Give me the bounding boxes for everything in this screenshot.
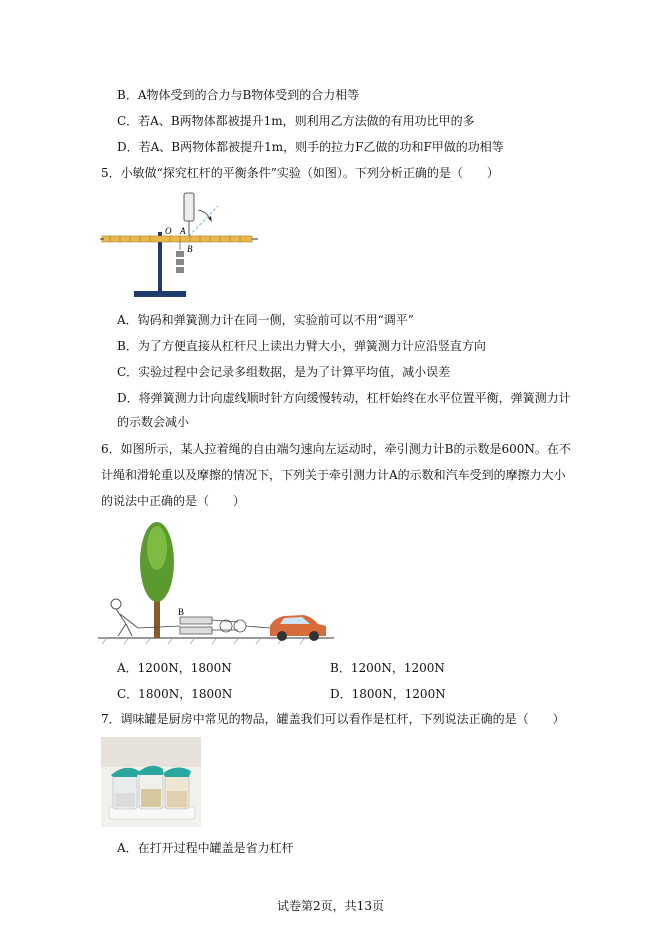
label-b: B: [178, 607, 185, 617]
q6-option-b: B．1200N，1200N: [330, 661, 445, 675]
q6-option-d: D．1800N，1200N: [330, 687, 446, 701]
rotation-arrow: [198, 210, 210, 220]
question-5: 5．小敏做“探究杠杆的平衡条件”实验（如图）。下列分析正确的是（ ）: [101, 166, 499, 180]
seasoning-jar-photo: [101, 737, 201, 827]
q6-option-c: C．1800N，1800N: [117, 687, 233, 701]
person-figure: [111, 599, 138, 636]
question-6-line2: 计绳和滑轮重以及摩擦的情况下，下列关于牵引测力计A的示数和汽车受到的摩擦力大小: [101, 468, 566, 482]
spring-scale-b: [180, 617, 212, 624]
option-d-line: D．若A、B两物体都被提升1m，则手的拉力F乙做的功和F甲做的功相等: [117, 140, 504, 154]
question-7: 7．调味罐是厨房中常见的物品，罐盖我们可以看作是杠杆，下列说法正确的是（ ）: [101, 712, 565, 726]
q7-option-a: A．在打开过程中罐盖是省力杠杆: [117, 841, 294, 855]
q5-option-a: A．钩码和弹簧测力计在同一侧，实验前可以不用“调平”: [117, 313, 414, 327]
pulley-2: [234, 620, 246, 632]
spring-scale: [184, 193, 194, 221]
car-wheel: [277, 631, 287, 641]
spring-scale-a: [180, 627, 212, 634]
lever-bar: [102, 236, 252, 242]
hook-weight: [176, 251, 184, 257]
label-b: B: [187, 244, 193, 254]
label-o: O: [165, 226, 172, 236]
car-pulling-figure: [98, 518, 338, 648]
hook-weight: [176, 259, 184, 265]
label-a: A: [180, 226, 186, 236]
q5-option-d-cont: 的示数会减小: [117, 415, 190, 429]
q5-option-b: B．为了方便直接从杠杆尺上读出力臂大小，弹簧测力计应沿竖直方向: [117, 339, 486, 353]
option-b-line: B．A物体受到的合力与B物体受到的合力相等: [117, 88, 360, 102]
question-6-line1: 6．如图所示，某人拉着绳的自由端匀速向左运动时，牵引测力计B的示数是600N。在不: [101, 442, 571, 456]
q5-option-c: C．实验过程中会记录多组数据，是为了计算平均值，减小误差: [117, 365, 451, 379]
car-wheel: [309, 631, 319, 641]
lever-experiment-figure: [100, 188, 260, 300]
hook-weight: [176, 267, 184, 273]
page-footer: 试卷第2页，共13页: [277, 899, 384, 913]
q5-option-d: D．将弹簧测力计向虚线顺时针方向缓慢转动，杠杆始终在水平位置平衡，弹簧测力计: [117, 391, 571, 405]
q6-option-a: A．1200N，1800N: [117, 661, 232, 675]
question-6-line3: 的说法中正确的是（ ）: [101, 494, 246, 508]
option-c-line: C．若A、B两物体都被提升1m，则利用乙方法做的有用功比甲的多: [117, 114, 475, 128]
